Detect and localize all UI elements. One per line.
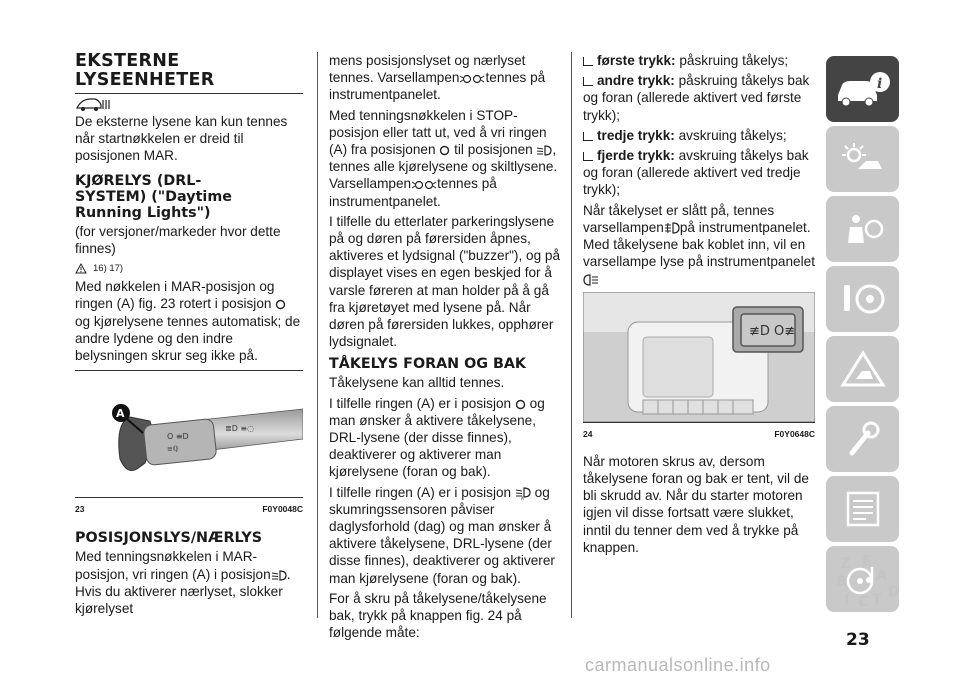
intro-paragraph: De eksterne lysene kan kun tennes når startnøkkelen er dreid til posisjonen MAR. bbox=[75, 114, 288, 164]
column-2 bbox=[329, 52, 561, 645]
engine-off-paragraph: Når motoren skrus av, dersom tåkelysene foran og bak er tent, vil de bli skrudd av. Når du starter motoren igjen vil disse fortsatt være slukket, inntil du tenner dem ved å trykke på knappen. bbox=[583, 453, 809, 555]
tab-maintenance[interactable] bbox=[826, 406, 899, 472]
index-letter: E bbox=[862, 554, 872, 570]
tab-safety[interactable] bbox=[826, 196, 899, 262]
car-light-icon bbox=[75, 96, 303, 112]
svg-text:A: A bbox=[520, 496, 524, 501]
fog-warning-light-paragraph: Når tåkelyset er slått på, tennes varsellampen på instrumentpanelet. Med tåkelysene bak koblet inn, vil en varsellampe lyse på instrumentpanelet bbox=[583, 202, 815, 288]
figure-top-rule bbox=[75, 370, 303, 371]
column-3 bbox=[583, 52, 815, 559]
bullet-third-press: tredje trykk: avskruing tåkelys; bbox=[583, 127, 815, 144]
alphabetical-index[interactable] bbox=[832, 552, 900, 612]
low-beam-icon bbox=[271, 570, 287, 581]
index-letter: T bbox=[872, 592, 882, 608]
chapter-sidebar bbox=[826, 56, 899, 618]
wrench-icon bbox=[838, 419, 888, 459]
position-lights-icon bbox=[459, 73, 485, 85]
bullet-marker bbox=[583, 77, 593, 86]
tab-dashboard[interactable] bbox=[826, 126, 899, 192]
warning-refs: 16) 17) bbox=[75, 260, 303, 277]
heading-rule bbox=[75, 93, 303, 94]
index-letter: A bbox=[876, 568, 887, 584]
position-lights-paragraph: Med tenningsnøkkelen i MAR-posisjon, vri ringen (A) i posisjon . Hvis du aktiverer nærlyset, slokker kjørelyset bbox=[75, 549, 291, 617]
svg-text:≡ℚ: ≡ℚ bbox=[167, 445, 179, 454]
fog-lights-ring-auto: I tilfelle ringen (A) er i posisjon A og skumringssensoren påviser daglysforhold (dag) og man ønsker å aktivere tåkelysene, DRL-lysene (der disse finnes), deaktiverer og aktiverer man kjørelysene (foran og bak). bbox=[329, 484, 555, 586]
drl-availability: (for versjoner/markeder hvor dette finnes) bbox=[75, 223, 281, 256]
warning-triangle-icon bbox=[75, 263, 87, 274]
index-letter: I bbox=[844, 592, 850, 608]
tab-knowing-your-car[interactable] bbox=[826, 56, 899, 122]
airbag-icon bbox=[838, 209, 888, 249]
index-letter: Z bbox=[840, 556, 851, 572]
fog-lights-heading: TÅKELYS FORAN OG BAK bbox=[329, 356, 527, 373]
fog-lights-ring-o: I tilfelle ringen (A) er i posisjon og man ønsker å aktivere tåkelysene, DRL-lysene (der disse finnes), deaktiverer og aktiverer man kjørelysene (foran og bak). bbox=[329, 395, 545, 480]
svg-text:O ≡D: O ≡D bbox=[167, 432, 189, 442]
auto-lights-icon bbox=[515, 486, 531, 500]
position-lights-heading: POSISJONSLYS/NÆRLYS bbox=[75, 530, 263, 547]
front-fog-light-icon bbox=[664, 222, 680, 234]
paragraph-continued: mens posisjonslyset og nærlyset tennes. Varsellampen tennes på instrumentpanelet. bbox=[329, 53, 546, 103]
figure-24 bbox=[583, 292, 815, 422]
column-divider bbox=[317, 52, 318, 618]
column-1 bbox=[75, 52, 303, 620]
car-info-icon bbox=[834, 69, 892, 109]
svg-text:i: i bbox=[876, 76, 882, 92]
stop-position-paragraph: Med tenningsnøkkelen i STOP-posisjon eller tatt ut, ved å vri ringen (A) fra posisjonen til posisjonen , tennes alle kjørelysene og skiltlysene. Varsellampen tennes på instrumentpanelet. bbox=[329, 107, 558, 209]
light-stalk-illustration bbox=[75, 377, 303, 497]
tab-technical-data[interactable] bbox=[826, 476, 899, 542]
bullet-marker bbox=[583, 57, 593, 66]
fog-lights-intro: Tåkelysene kan alltid tennes. bbox=[329, 375, 505, 391]
dashboard-lights-icon bbox=[838, 139, 888, 179]
figure-label-a: A bbox=[116, 407, 125, 421]
bullet-first-press: første trykk: påskruing tåkelys; bbox=[583, 52, 815, 69]
figure-23-caption: 23 F0Y0048C bbox=[75, 504, 303, 515]
index-letter: C bbox=[858, 594, 869, 610]
low-beam-icon bbox=[536, 145, 552, 156]
drl-paragraph: Med nøkkelen i MAR-posisjon og ringen (A) fig. 23 rotert i posisjon og kjørelysene tennes automatisk; de andre lydene og den indre belysningen skrur seg ikke på. bbox=[75, 279, 301, 364]
fog-button-paragraph: For å skru på tåkelysene/tåkelysene bak, trykk på knappen fig. 24 på følgende måte: bbox=[329, 590, 547, 641]
technical-data-icon bbox=[838, 489, 888, 529]
bullet-fourth-press: fjerde trykk: avskruing tåkelys bak og foran (allerede aktivert ved tredje trykk); bbox=[583, 148, 809, 198]
svg-text:≢D O≢: ≢D O≢ bbox=[749, 323, 796, 339]
figure-23 bbox=[75, 377, 303, 497]
svg-text:≣D ≡◌: ≣D ≡◌ bbox=[225, 424, 255, 434]
section-heading: EKSTERNE LYSEENHETER bbox=[75, 51, 215, 90]
drl-heading: KJØRELYS (DRL- SYSTEM) ("Daytime Running Lights") bbox=[75, 172, 232, 221]
bullet-marker bbox=[583, 132, 593, 141]
tab-starting-driving[interactable] bbox=[826, 266, 899, 332]
ring-off-position-icon bbox=[515, 399, 526, 410]
tab-emergency[interactable] bbox=[826, 336, 899, 402]
ring-off-position-icon bbox=[439, 145, 450, 156]
index-letter: B bbox=[836, 574, 847, 590]
bullet-second-press: andre trykk: påskruing tåkelys bak og foran (allerede aktivert ved første trykk); bbox=[583, 73, 810, 123]
watermark: carmanualsonline.info bbox=[585, 655, 771, 675]
index-letter: D bbox=[888, 584, 900, 600]
bullet-marker bbox=[583, 152, 593, 161]
page-number: 23 bbox=[846, 630, 870, 650]
warning-triangle-icon bbox=[838, 349, 888, 389]
ring-off-position-icon bbox=[275, 299, 286, 310]
dashboard-fog-button-illustration bbox=[583, 292, 815, 422]
position-lights-icon bbox=[411, 179, 437, 191]
figure-24-caption: 24 F0Y0648C bbox=[583, 428, 815, 439]
column-divider bbox=[571, 52, 572, 618]
buzzer-paragraph: I tilfelle du etterlater parkeringslysene på og døren på førersiden åpnes, aktiveres et lydsignal ("buzzer"), og på displayet vises en egen beskjed for å varsle føreren at man holder på å gå fra kjøretøyet med lysene på. Når døren på førersiden lukkes, opphører lydsignalet. bbox=[329, 213, 561, 350]
rear-fog-light-icon bbox=[583, 274, 599, 286]
steering-wheel-icon bbox=[838, 279, 888, 319]
